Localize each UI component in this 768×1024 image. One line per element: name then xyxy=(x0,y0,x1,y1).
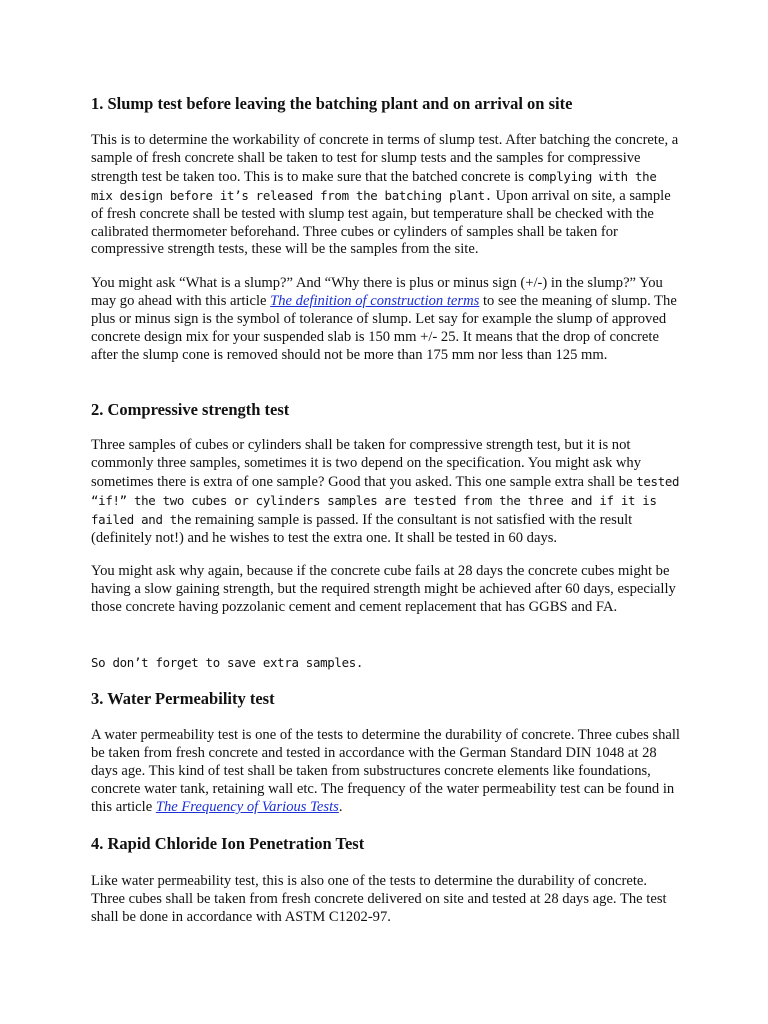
section-3-paragraph-1 xyxy=(91,727,681,817)
section-1-heading: 1. Slump test before leaving the batching plant and on arrival on site xyxy=(91,94,573,113)
section-2-paragraph-2: You might ask why again, because if the concrete cube fails at 28 days the concrete cubes might be having a slow gaining strength, but the required strength might be achieved after 60 days, especially those concrete having pozzolanic cement and cement replacement that has GGBS and FA. xyxy=(91,563,676,615)
section-2-paragraph-3: So don’t forget to save extra samples. xyxy=(91,655,364,670)
text-run: Upon arrival on site, a sample of fresh concrete shall be tested with slump test again, but temperature shall be checked with the calibrated thermometer beforehand. Three cubes or cylinders of samples shall be taken for compressive strength tests, these will be the samples from the site. xyxy=(91,187,671,258)
text-run-alt-font: tested “if!” the two cubes or cylinders samples are tested from the three and if it is failed and the xyxy=(91,473,680,527)
link-definition-of-construction-terms[interactable]: The definition of construction terms xyxy=(270,292,480,309)
text-run: A water permeability test is one of the tests to determine the durability of concrete. Three cubes shall be taken from fresh concrete and tested in accordance with the German Standard DIN 1048 at 28 days age. This kind of test shall be taken from substructures concrete elements like foundations, concrete water tank, retaining wall etc. The frequency of the water permeability test can be found in this article xyxy=(91,727,680,815)
text-run: This is to determine the workability of concrete in terms of slump test. After batching the concrete, a sample of fresh concrete shall be taken to test for slump tests and the samples for compressive strength test be taken too. This is to make sure that the batched concrete is xyxy=(91,132,679,185)
section-4-heading: 4. Rapid Chloride Ion Penetration Test xyxy=(91,834,365,853)
text-run-alt-font: complying with the mix design before it’s released from the batching plant. xyxy=(91,168,657,203)
text-run: remaining sample is passed. If the consultant is not satisfied with the result (definitely not!) and he wishes to test the extra one. It shall be tested in 60 days. xyxy=(91,511,633,546)
section-1-paragraph-1 xyxy=(91,132,681,259)
section-2-heading: 2. Compressive strength test xyxy=(91,400,290,419)
section-1-paragraph-2 xyxy=(91,275,681,365)
text-run: Three samples of cubes or cylinders shall be taken for compressive strength test, but it is not commonly three samples, sometimes it is two depend on the specification. You might ask why sometimes there is extra of one sample? Good that you asked. This one sample extra shall be xyxy=(91,437,642,490)
section-3-heading: 3. Water Permeability test xyxy=(91,689,275,708)
text-run: . xyxy=(338,798,343,815)
section-2-paragraph-1 xyxy=(91,437,681,547)
section-4-paragraph-1: Like water permeability test, this is also one of the tests to determine the durability of concrete. Three cubes shall be taken from fresh concrete delivered on site and tested at 28 days age. The test shall be done in accordance with ASTM C1202-97. xyxy=(91,873,667,925)
text-run: You might ask “What is a slump?” And “Why there is plus or minus sign (+/-) in the slump?” You may go ahead with this article xyxy=(91,275,663,309)
link-frequency-of-various-tests[interactable]: The Frequency of Various Tests xyxy=(155,798,339,815)
text-run: to see the meaning of slump. The plus or minus sign is the symbol of tolerance of slump. Let say for example the slump of approved concrete design mix for your suspended slab is 150 mm +/- 25. It means that the drop of concrete after the slump cone is removed should not be more than 175 mm nor less than 125 mm. xyxy=(91,292,677,363)
